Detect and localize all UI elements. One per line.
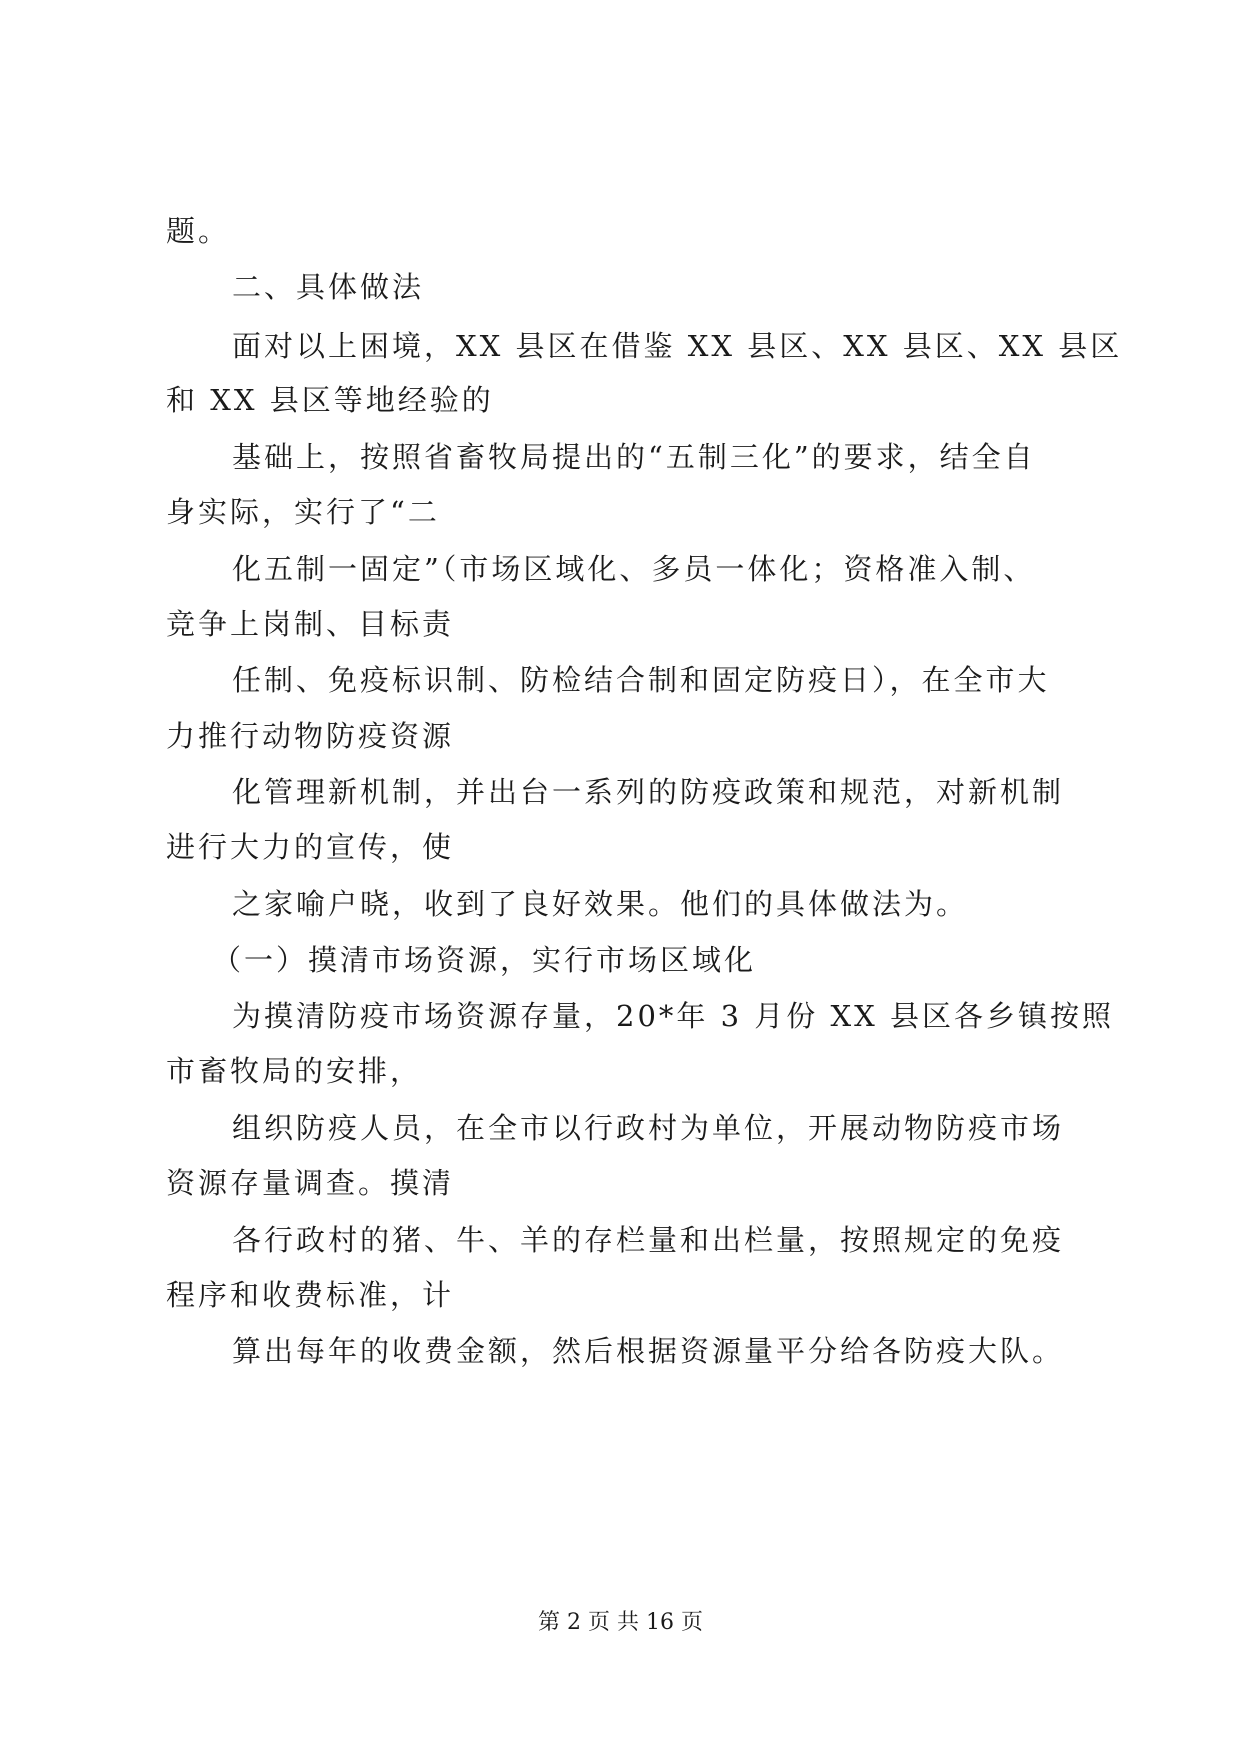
text-line: 各行政村的猪、牛、羊的存栏量和出栏量，按照规定的免疫: [232, 1223, 1065, 1257]
text-line: 组织防疫人员，在全市以行政村为单位，开展动物防疫市场: [232, 1111, 1065, 1145]
text-line: 化五制一固定”（市场区域化、多员一体化；资格准入制、: [232, 552, 1036, 586]
text-line: 化管理新机制，并出台一系列的防疫政策和规范，对新机制: [232, 775, 1065, 809]
text-line: 算出每年的收费金额，然后根据资源量平分给各防疫大队。: [232, 1334, 1065, 1368]
text-line: 市畜牧局的安排，: [166, 1054, 423, 1088]
text-line: 程序和收费标准，计: [166, 1278, 455, 1312]
text-line: 为摸清防疫市场资源存量，20*年 3 月份 XX 县区各乡镇按照: [232, 999, 1115, 1033]
text-line: 题。: [166, 214, 231, 248]
page-number-footer: 第 2 页 共 16 页: [538, 1610, 703, 1635]
text-line: 任制、免疫标识制、防检结合制和固定防疫日），在全市大: [232, 663, 1050, 697]
text-line: 身实际，实行了“二: [166, 495, 440, 529]
text-line: 进行大力的宣传，使: [166, 830, 455, 864]
subsection-heading: （一）摸清市场资源，实行市场区域化: [212, 943, 757, 977]
text-line: 资源存量调查。摸清: [166, 1166, 455, 1200]
text-line: 和 XX 县区等地经验的: [166, 383, 494, 417]
text-line: 基础上，按照省畜牧局提出的“五制三化”的要求，结全自: [232, 440, 1036, 474]
text-line: 力推行动物防疫资源: [166, 719, 455, 753]
section-heading: 二、具体做法: [232, 270, 425, 304]
text-line: 之家喻户晓，收到了良好效果。他们的具体做法为。: [232, 887, 969, 921]
text-line: 竞争上岗制、目标责: [166, 607, 455, 641]
text-line: 面对以上困境，XX 县区在借鉴 XX 县区、XX 县区、XX 县区: [232, 329, 1123, 363]
